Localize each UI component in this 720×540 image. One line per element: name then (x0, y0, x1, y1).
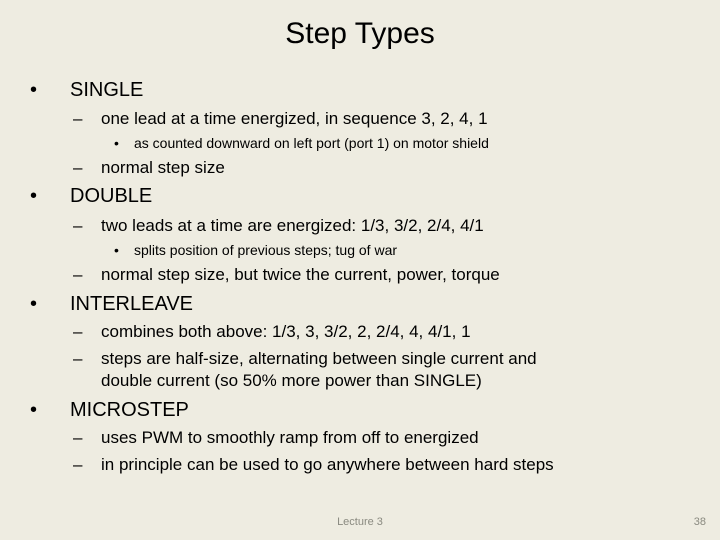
bullet-icon: • (30, 79, 38, 101)
double-subitem-1 (114, 241, 397, 259)
item-text: normal step size (101, 158, 225, 177)
bullet-icon: • (114, 242, 119, 258)
bullet-heading: MICROSTEP (70, 399, 189, 421)
interleave-item-1 (73, 322, 471, 342)
bullet-heading: INTERLEAVE (70, 293, 193, 315)
page-number: 38 (693, 516, 706, 528)
single-item-2 (73, 158, 225, 178)
item-text: normal step size, but twice the current, power, torque (101, 265, 500, 284)
subitem-text: splits position of previous steps; tug of war (134, 242, 398, 258)
single-subitem-1 (114, 134, 489, 152)
interleave-item-2 (73, 349, 537, 369)
page-title: Step Types (285, 17, 435, 50)
bullet-double (30, 184, 152, 208)
bullet-heading: DOUBLE (70, 185, 153, 207)
dash-icon: – (73, 158, 83, 177)
dash-icon: – (73, 216, 83, 235)
item-text: one lead at a time energized, in sequence 3, 2, 4, 1 (101, 109, 488, 128)
subitem-text: as counted downward on left port (port 1) on motor shield (134, 135, 489, 151)
bullet-icon: • (30, 185, 38, 207)
microstep-item-1 (73, 428, 479, 448)
dash-icon: – (73, 109, 83, 128)
bullet-single (30, 78, 143, 102)
interleave-item-2-cont: double current (so 50% more power than SINGLE) (101, 371, 482, 390)
item-text: uses PWM to smoothly ramp from off to energized (101, 428, 479, 447)
dash-icon: – (73, 349, 83, 368)
footer-lecture: Lecture 3 (337, 516, 383, 528)
dash-icon: – (73, 455, 83, 474)
double-item-2 (73, 265, 500, 285)
microstep-item-2 (73, 455, 554, 475)
dash-icon: – (73, 428, 83, 447)
item-text: two leads at a time are energized: 1/3, 3/2, 2/4, 4/1 (101, 216, 484, 235)
bullet-microstep (30, 398, 189, 422)
item-text: steps are half-size, alternating between single current and (101, 349, 537, 368)
double-item-1 (73, 216, 484, 236)
bullet-icon: • (114, 135, 119, 151)
bullet-heading: SINGLE (70, 79, 144, 101)
item-text: in principle can be used to go anywhere between hard steps (101, 455, 554, 474)
bullet-icon: • (30, 293, 38, 315)
item-text: combines both above: 1/3, 3, 3/2, 2, 2/4, 4, 4/1, 1 (101, 322, 471, 341)
dash-icon: – (73, 322, 83, 341)
dash-icon: – (73, 265, 83, 284)
bullet-interleave (30, 292, 193, 316)
bullet-icon: • (30, 399, 38, 421)
single-item-1 (73, 109, 488, 129)
